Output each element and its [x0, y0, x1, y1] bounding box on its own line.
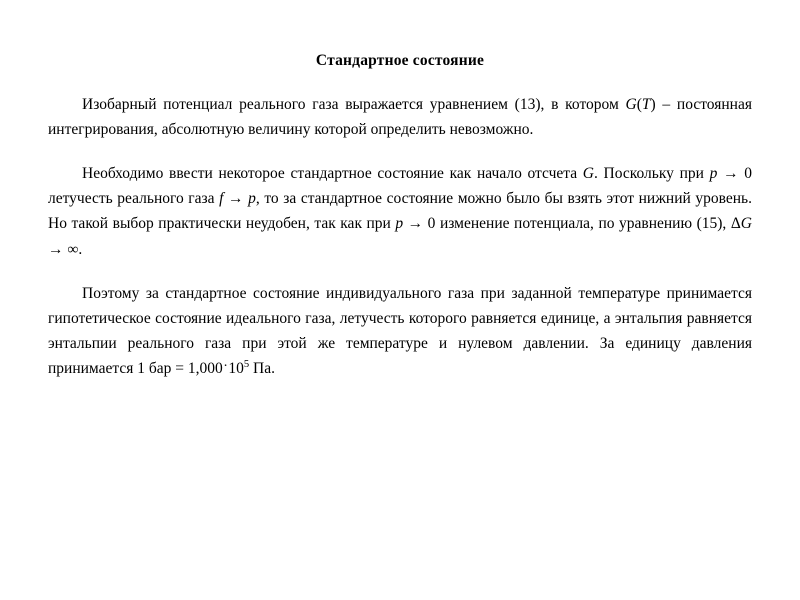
- paragraph-2-text-b: . Поскольку при: [594, 165, 710, 183]
- paren-close: ): [650, 96, 656, 113]
- paragraph-2-text-f: → 0 изменение потенциала, по уравнению (15), Δ: [403, 215, 741, 233]
- paragraph-1: [48, 92, 752, 142]
- page-title: Стандартное состояние: [315, 52, 485, 69]
- paragraph-3-text-a: Поэтому за стандартное состояние индивидуального газа при заданной температуре принимается гипотетическое состояние идеального газа, летучесть которого равняется единице, а энтальпия равняется энтальпии реального газа при этой же температуре и нулевом давлении. За единицу давления принимается 1 бар = 1,000: [48, 284, 752, 377]
- paren-open: (: [636, 96, 642, 113]
- multiplication-dot: ·: [223, 359, 228, 375]
- paragraph-1-text-a: Изобарный потенциал реального газа выражается уравнением (13), в котором: [82, 96, 626, 113]
- paragraph-2-text-a: Необходимо ввести некоторое стандартное состояние как начало отсчета: [82, 165, 583, 183]
- symbol-f: f: [219, 190, 224, 208]
- symbol-g-2: G: [740, 215, 752, 233]
- paragraph-2-text-c: → 0 летучесть реального газа: [48, 165, 753, 208]
- paragraph-3: [48, 281, 752, 381]
- symbol-t: T: [641, 96, 651, 113]
- paragraph-2-text-e: , то за стандартное состояние можно было бы взять этот нижний уровень. Но такой выбор практически неудобен, так как при: [48, 190, 752, 233]
- symbol-g: G: [625, 96, 637, 113]
- base-ten: 10: [228, 359, 244, 377]
- paragraph-2-arrow: →: [223, 190, 249, 208]
- paragraph-2-text-h: → ∞.: [48, 240, 83, 258]
- paragraph-3-text-b: Па.: [249, 359, 275, 377]
- paragraph-1-text-b: – постоянная интегрирования, абсолютную величину которой определить невозможно.: [48, 96, 752, 139]
- symbol-g-1: G: [582, 165, 594, 183]
- exponent-five: 5: [243, 358, 250, 370]
- paragraph-2: [48, 161, 752, 261]
- symbol-p-3: p: [395, 215, 404, 233]
- symbol-p-2: p: [248, 190, 256, 208]
- symbol-p-1: p: [709, 165, 718, 183]
